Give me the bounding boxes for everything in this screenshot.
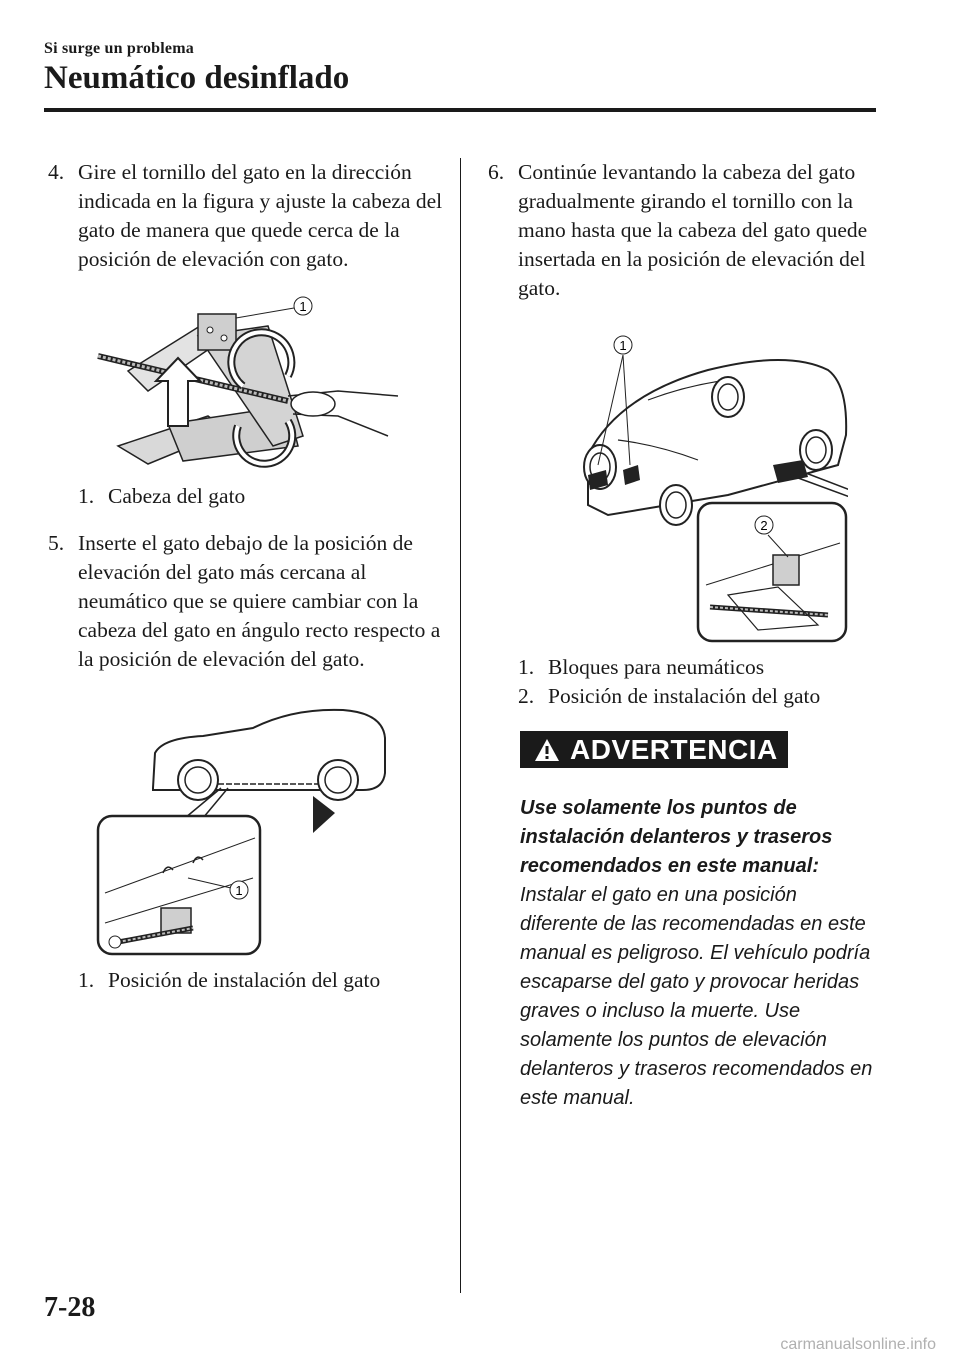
caption-text: Bloques para neumáticos (548, 655, 765, 679)
page-header (44, 40, 876, 97)
step-number: 6. (488, 160, 505, 184)
marker-1-label: 1 (619, 338, 627, 353)
pointer-icon (313, 796, 335, 833)
figure-caption (488, 682, 888, 711)
step-text: Inserte el gato debajo de la posición de elevación del gato más cercana al neumático que se quiere cambiar con la cabeza del gato en ángulo recto respecto a la posición de elevación del gato. (78, 531, 441, 671)
footer-url: carmanualsonline.info (780, 1336, 936, 1353)
step-number: 4. (48, 160, 65, 184)
step-4 (48, 158, 448, 274)
marker-2-label: 2 (760, 518, 768, 533)
warning-label (520, 731, 788, 768)
figure-caption (48, 966, 448, 995)
tire-blocks-illustration (528, 325, 848, 645)
caption-text: Cabeza del gato (108, 484, 246, 508)
step-6 (488, 158, 888, 303)
marker-1-label: 1 (235, 883, 243, 898)
caption-number: 2. (518, 684, 535, 708)
figure-captions (488, 653, 888, 711)
caption-number: 1. (78, 968, 95, 992)
step-number: 5. (48, 531, 65, 555)
page-title: Neumático desinflado (44, 60, 350, 96)
figure-caption (488, 653, 888, 682)
warning-icon (534, 738, 560, 762)
step-text: Gire el tornillo del gato en la dirección indicada en la figura y ajuste la cabeza del gato de manera que quede cerca de la posición de elevación con gato. (78, 160, 443, 271)
jack-head (198, 314, 236, 350)
warning-body-text: Instalar el gato en una posición diferente de las recomendadas en este manual es peligroso. El vehículo podría escaparse del gato y provocar heridas graves o incluso la muerte. Use solamente los puntos de elevación delanteros y traseros recomendados en este manual. (520, 883, 873, 1109)
marker-1-label: 1 (299, 299, 307, 314)
right-column (488, 158, 888, 1113)
caption-number: 1. (78, 484, 95, 508)
jack-head-illustration (88, 296, 408, 476)
left-column (48, 158, 448, 995)
step-5 (48, 529, 448, 674)
warning-label-text: ADVERTENCIA (570, 734, 778, 765)
figure-caption (48, 482, 448, 511)
step-text: Continúe levantando la cabeza del gato gradualmente girando el tornillo con la mano hasta que la cabeza del gato quede insertada en la posición de elevación del gato. (518, 160, 868, 300)
caption-text: Posición de instalación del gato (548, 684, 821, 708)
warning-block (488, 731, 888, 1113)
page-number: 7-28 (44, 1292, 96, 1323)
caption-number: 1. (518, 655, 535, 679)
warning-bold-text: Use solamente los puntos de instalación delanteros y traseros recomendados en este manual: (520, 796, 833, 877)
caption-text: Posición de instalación del gato (108, 968, 381, 992)
jacking-point-illustration (93, 698, 403, 958)
section-name: Si surge un problema (44, 40, 194, 57)
warning-text (520, 794, 876, 1113)
header-rule (44, 108, 876, 112)
column-divider (460, 158, 461, 1293)
